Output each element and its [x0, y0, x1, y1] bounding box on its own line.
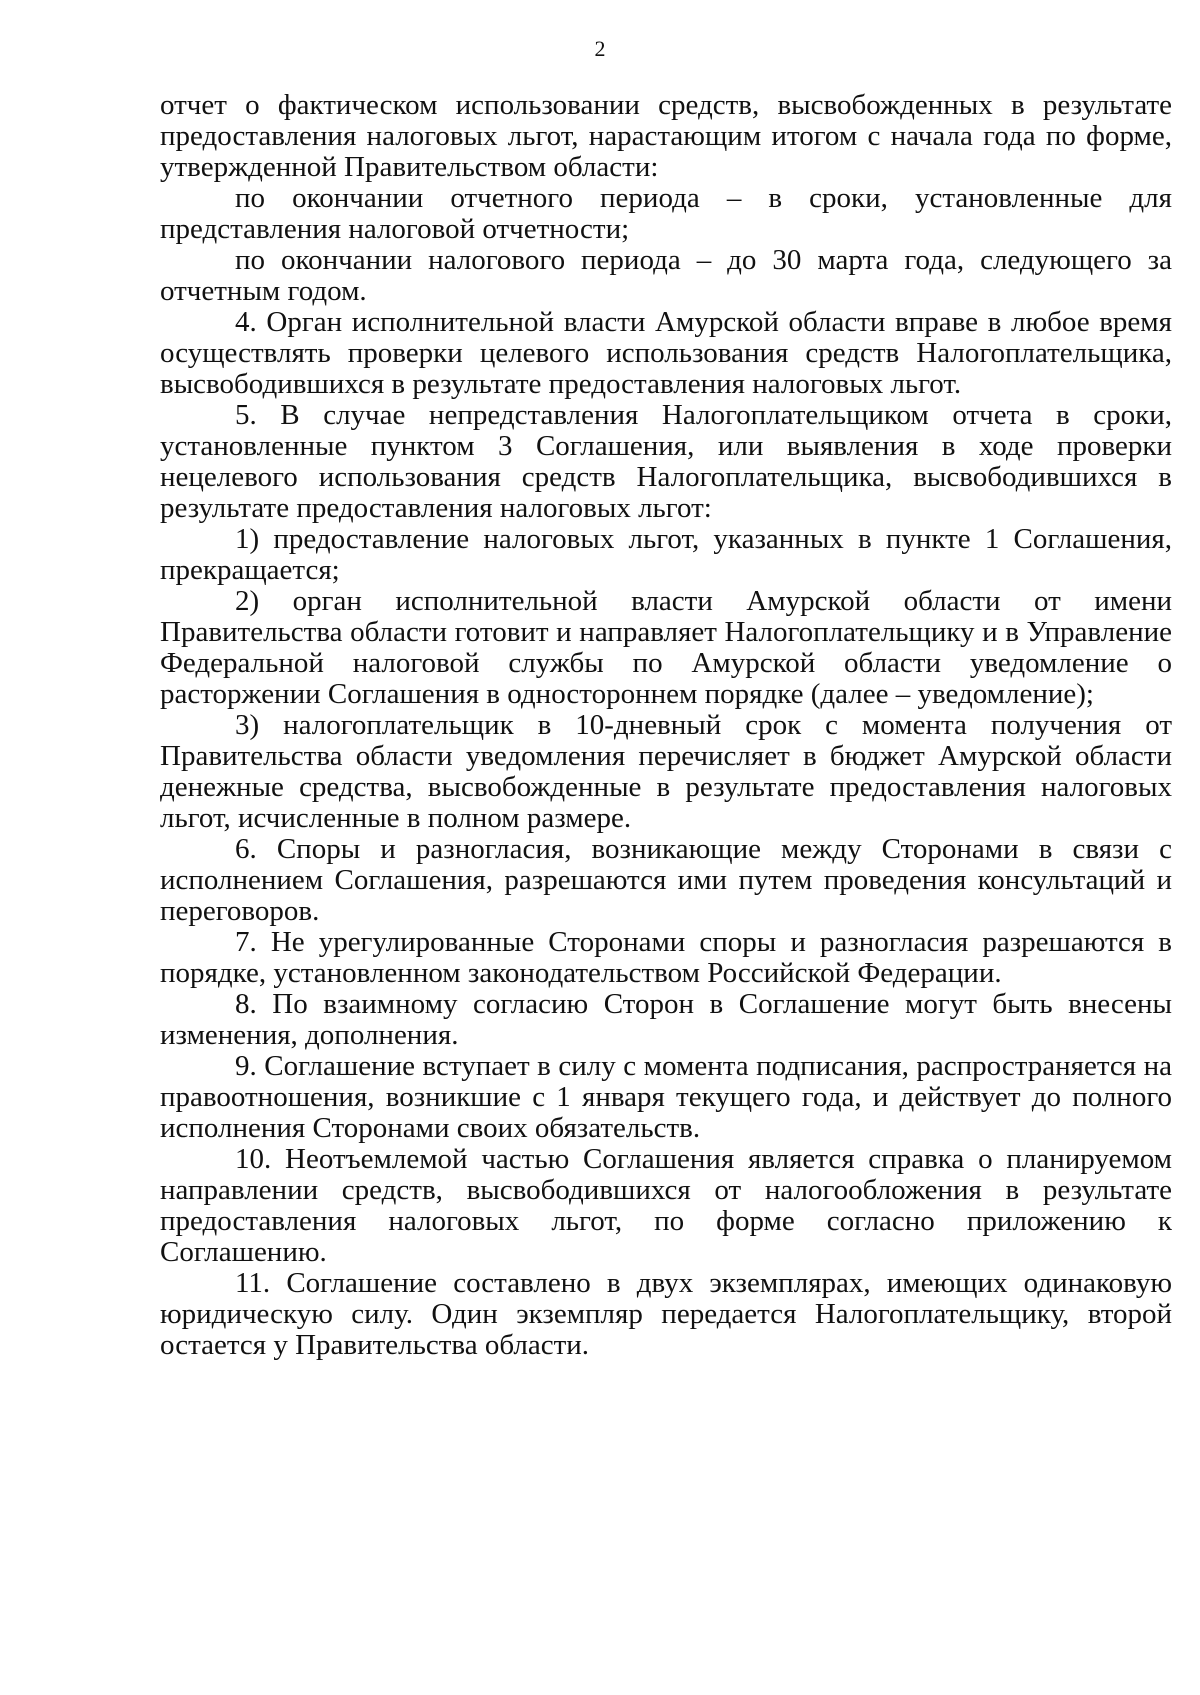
- paragraph-reporting-period: по окончании отчетного периода – в сроки, установленные для представления налоговой отчетности;: [160, 182, 1172, 245]
- document-body: [160, 90, 1172, 1361]
- page-number: 2: [594, 36, 606, 61]
- paragraph-clause-9: 9. Соглашение вступает в силу с момента подписания, распространяется на правоотношения, возникшие с 1 января текущего года, и действует до полного исполнения Сторонами своих обязательств.: [160, 1050, 1172, 1144]
- paragraph-clause-5-item-2: 2) орган исполнительной власти Амурской области от имени Правительства области готовит и направляет Налогоплательщику и в Управление Федеральной налоговой службы по Амурской области уведомление о расторжении Соглашения в одностороннем порядке (далее – уведомление);: [160, 585, 1172, 710]
- paragraph-clause-5-item-1: 1) предоставление налоговых льгот, указанных в пункте 1 Соглашения, прекращается;: [160, 523, 1172, 586]
- paragraph-tax-period: по окончании налогового периода – до 30 марта года, следующего за отчетным годом.: [160, 244, 1172, 307]
- paragraph-clause-5-item-3: 3) налогоплательщик в 10-дневный срок с момента получения от Правительства области уведомления перечисляет в бюджет Амурской области денежные средства, высвобожденные в результате предоставления налоговых льгот, исчисленные в полном размере.: [160, 709, 1172, 834]
- paragraph-clause-11: 11. Соглашение составлено в двух экземплярах, имеющих одинаковую юридическую силу. Один экземпляр передается Налогоплательщику, второй остается у Правительства области.: [160, 1267, 1172, 1361]
- paragraph-clause-6: 6. Споры и разногласия, возникающие между Сторонами в связи с исполнением Соглашения, разрешаются ими путем проведения консультаций и переговоров.: [160, 833, 1172, 927]
- paragraph-clause-4: 4. Орган исполнительной власти Амурской области вправе в любое время осуществлять проверки целевого использования средств Налогоплательщика, высвободившихся в результате предоставления налоговых льгот.: [160, 306, 1172, 400]
- paragraph-clause-7: 7. Не урегулированные Сторонами споры и разногласия разрешаются в порядке, установленном законодательством Российской Федерации.: [160, 926, 1172, 989]
- paragraph-report-continuation: отчет о фактическом использовании средств, высвобожденных в результате предоставления налоговых льгот, нарастающим итогом с начала года по форме, утвержденной Правительством области:: [160, 89, 1172, 183]
- paragraph-clause-10: 10. Неотъемлемой частью Соглашения является справка о планируемом направлении средств, высвободившихся от налогообложения в результате предоставления налоговых льгот, по форме согласно приложению к Соглашению.: [160, 1143, 1172, 1268]
- paragraph-clause-8: 8. По взаимному согласию Сторон в Соглашение могут быть внесены изменения, дополнения.: [160, 988, 1172, 1051]
- paragraph-clause-5: 5. В случае непредставления Налогоплательщиком отчета в сроки, установленные пунктом 3 Соглашения, или выявления в ходе проверки нецелевого использования средств Налогоплательщика, высвободившихся в результате предоставления налоговых льгот:: [160, 399, 1172, 524]
